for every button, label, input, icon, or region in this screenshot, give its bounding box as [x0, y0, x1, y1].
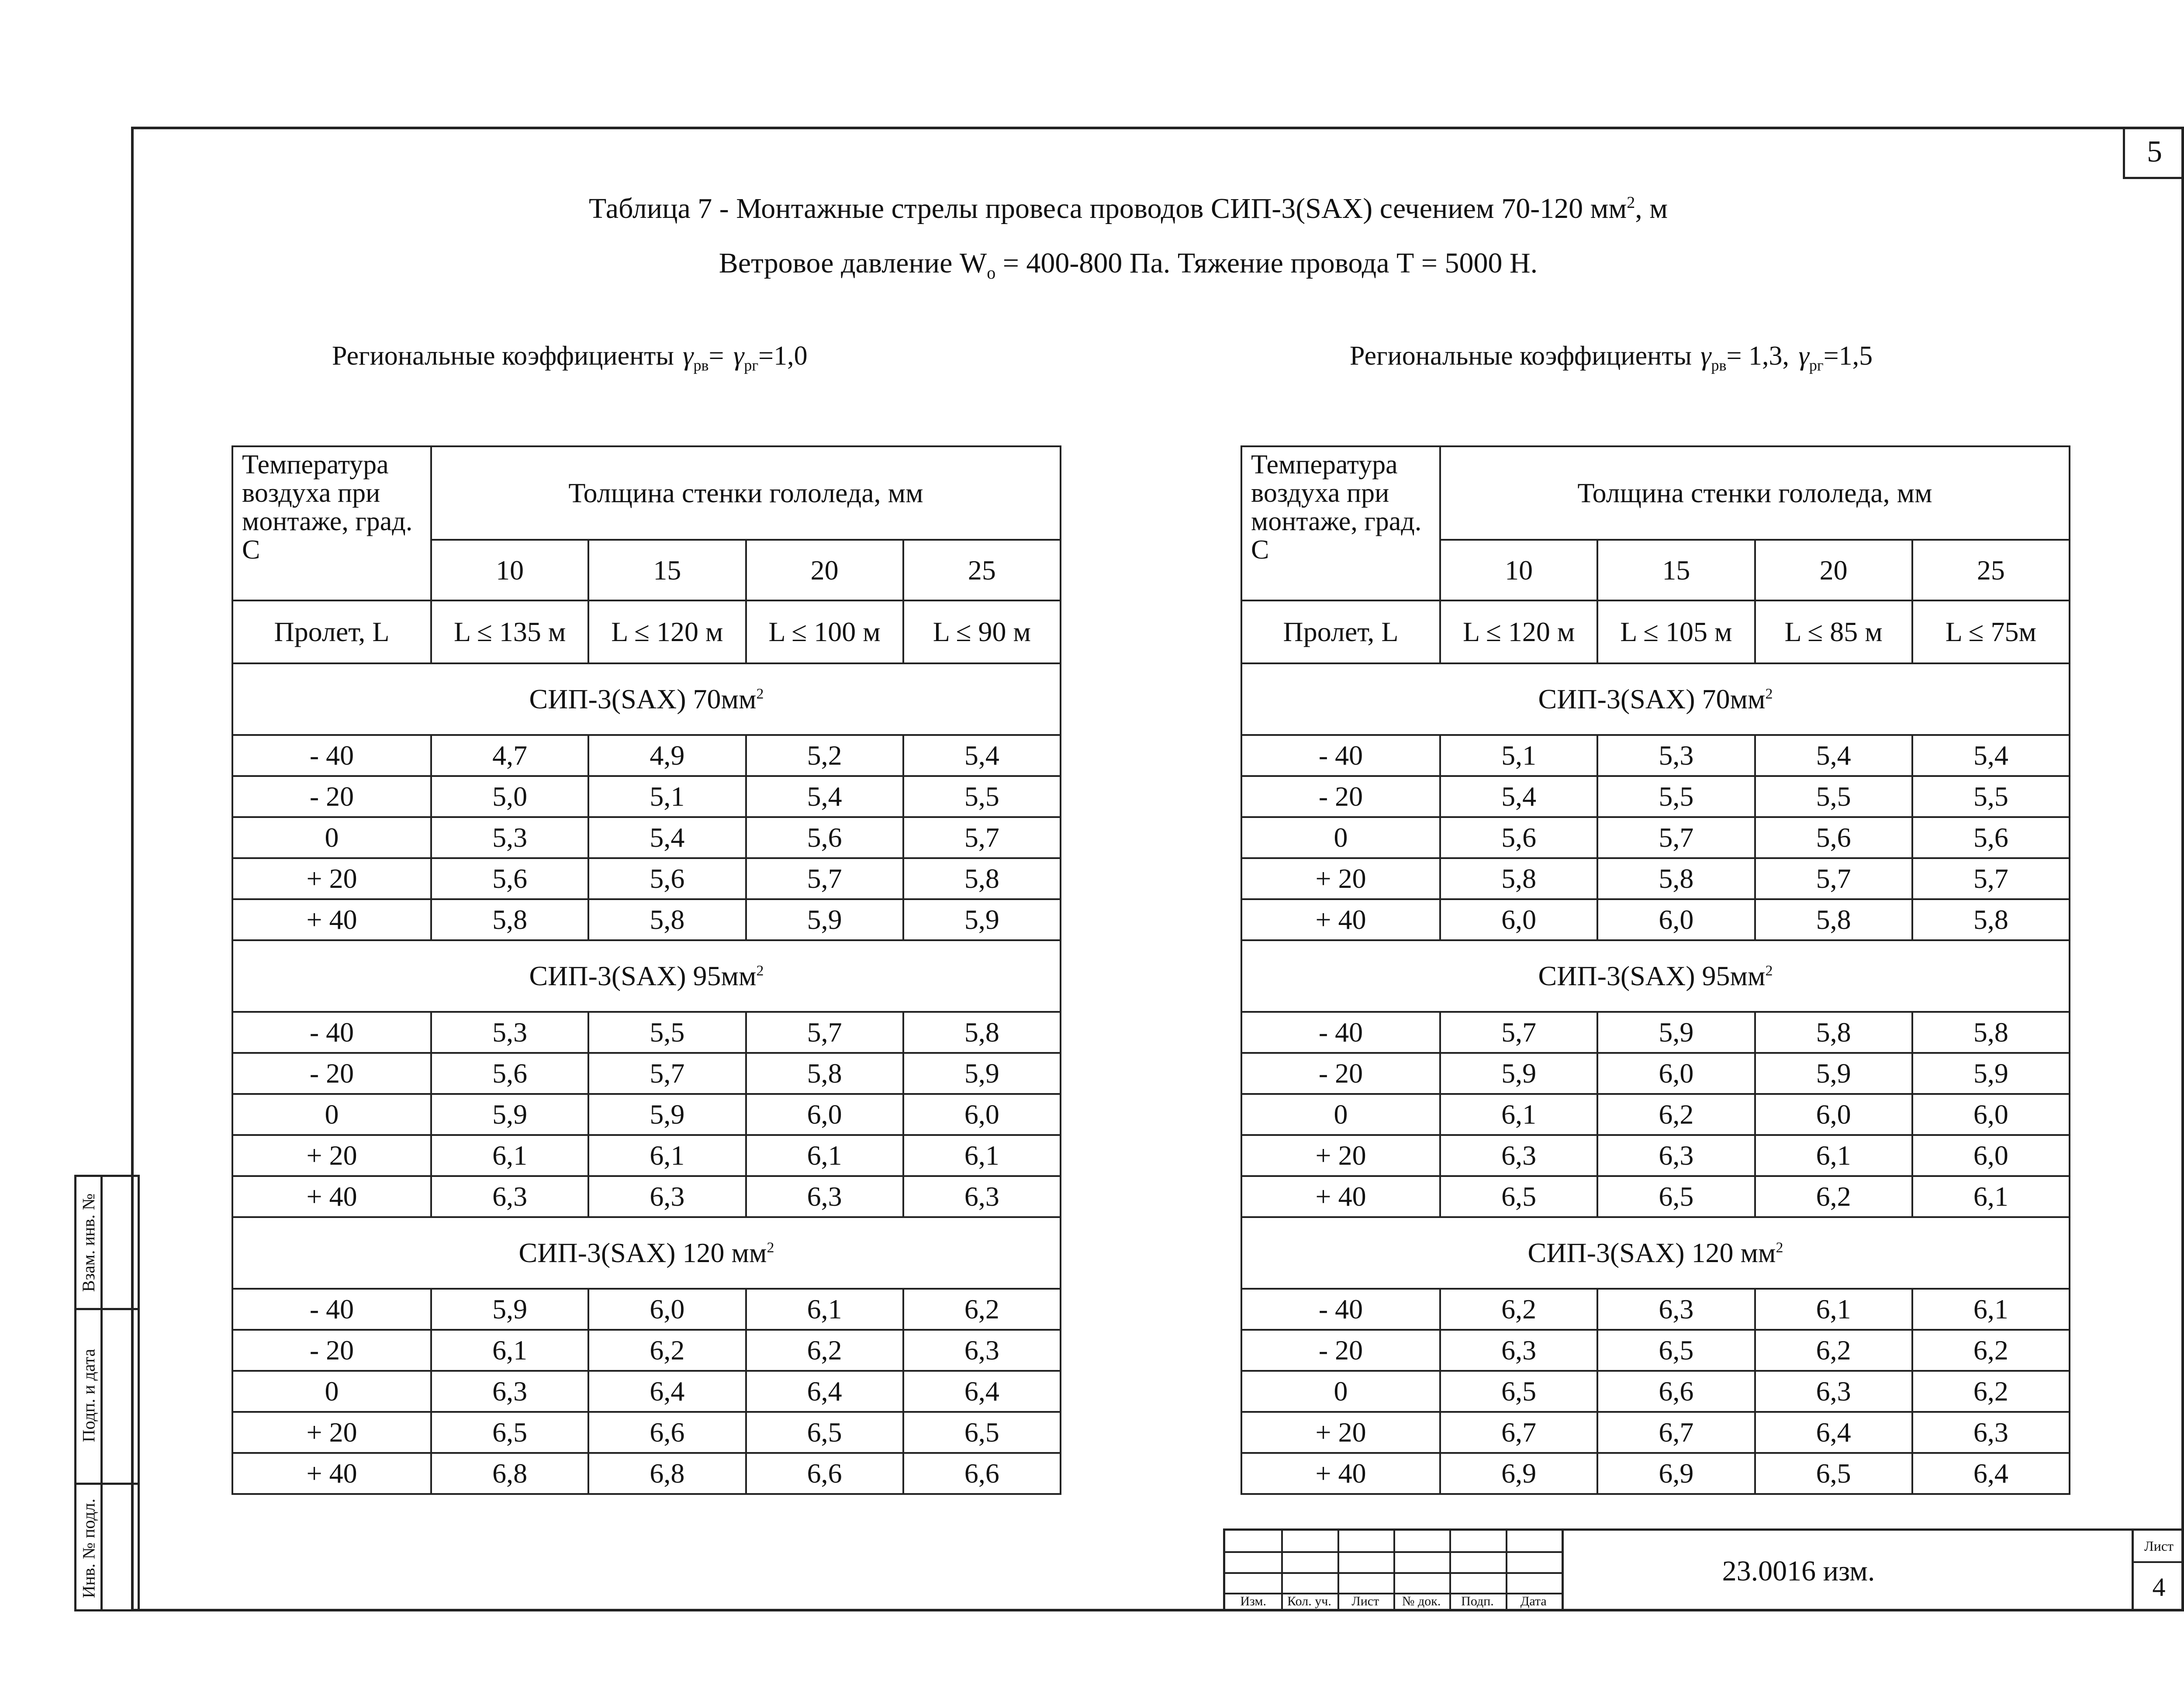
header-row [232, 446, 1061, 540]
sag-value-cell: 5,6 [1755, 817, 1912, 858]
sag-value-cell: 6,5 [1597, 1176, 1755, 1217]
original-inv-label: Инв. № подл. [79, 1498, 99, 1598]
sag-value-cell: 6,5 [1597, 1330, 1755, 1371]
temperature-cell: - 40 [232, 1289, 431, 1330]
sag-value-cell: 5,6 [1440, 817, 1597, 858]
table-row [1241, 899, 2070, 940]
sheet-number: 4 [2152, 1573, 2166, 1601]
sag-value-cell: 5,8 [1597, 858, 1755, 899]
gamma-sub: рв [693, 356, 709, 374]
table-row [232, 1135, 1061, 1176]
table-row [1241, 858, 2070, 899]
sag-value-cell: 5,9 [746, 899, 903, 940]
header-row [1241, 446, 2070, 540]
section-sup: 2 [1776, 1240, 1783, 1256]
left-coefficients [332, 341, 808, 374]
temperature-cell: 0 [1241, 1094, 1440, 1135]
sag-value-cell: 6,3 [1755, 1371, 1912, 1412]
temperature-cell: - 40 [232, 1012, 431, 1053]
temperature-cell: - 20 [1241, 1053, 1440, 1094]
left-sag-table [232, 445, 1061, 1495]
sag-value-cell: 6,4 [1912, 1453, 2070, 1494]
sag-value-cell: 5,5 [588, 1012, 746, 1053]
table-row [1241, 776, 2070, 817]
sag-value-cell: 6,0 [1597, 899, 1755, 940]
sag-value-cell: 6,6 [588, 1412, 746, 1453]
table-row [1241, 1289, 2070, 1330]
stamp-column-label: Дата [1520, 1594, 1547, 1608]
span-value: L ≤ 85 м [1755, 600, 1912, 663]
sag-value-cell: 5,8 [903, 1012, 1061, 1053]
gamma-symbol: γ [1798, 341, 1809, 371]
section-sup: 2 [767, 1240, 774, 1256]
temperature-cell: 0 [232, 1371, 431, 1412]
sag-value-cell: 6,2 [903, 1289, 1061, 1330]
title-block [1223, 1528, 2184, 1611]
sag-value-cell: 6,4 [903, 1371, 1061, 1412]
sag-value-cell: 5,9 [588, 1094, 746, 1135]
temperature-cell: + 40 [232, 899, 431, 940]
page-number: 5 [2123, 127, 2184, 179]
table-row [232, 1176, 1061, 1217]
sag-value-cell: 5,5 [903, 776, 1061, 817]
span-label: Пролет, L [1241, 600, 1440, 663]
sag-value-cell: 5,9 [903, 899, 1061, 940]
title-sup: 2 [1627, 193, 1635, 212]
sag-value-cell: 5,7 [746, 858, 903, 899]
table-row [232, 817, 1061, 858]
sag-value-cell: 5,8 [1755, 899, 1912, 940]
section-title [232, 940, 1061, 1012]
wind-text-b: = 400-800 Па. Тяжение провода Т = 5000 Н. [995, 247, 1538, 279]
sag-value-cell: 6,4 [1755, 1412, 1912, 1453]
section-row [232, 1217, 1061, 1289]
sag-value-cell: 5,7 [1755, 858, 1912, 899]
table-row [1241, 1135, 2070, 1176]
temperature-cell: + 20 [1241, 858, 1440, 899]
span-value: L ≤ 100 м [746, 600, 903, 663]
sag-value-cell: 6,0 [588, 1289, 746, 1330]
temperature-cell: + 20 [1241, 1412, 1440, 1453]
sag-value-cell: 6,3 [746, 1176, 903, 1217]
section-title [1241, 940, 2070, 1012]
sag-value-cell: 5,3 [431, 817, 588, 858]
sag-value-cell: 6,2 [1755, 1330, 1912, 1371]
sag-value-cell: 5,7 [588, 1053, 746, 1094]
sag-value-cell: 4,9 [588, 735, 746, 776]
sag-value-cell: 5,4 [1912, 735, 2070, 776]
section-sup: 2 [1765, 686, 1773, 703]
temperature-cell: - 20 [232, 776, 431, 817]
sag-value-cell: 5,9 [1597, 1012, 1755, 1053]
temperature-cell: 0 [232, 1094, 431, 1135]
sag-value-cell: 5,6 [1912, 817, 2070, 858]
table-row [232, 1412, 1061, 1453]
sag-value-cell: 6,4 [746, 1371, 903, 1412]
section-name: СИП-3(SAX) 95мм [1538, 960, 1766, 992]
temperature-cell: - 20 [232, 1053, 431, 1094]
side-approval-strip [74, 1175, 140, 1611]
ice-thickness-value: 25 [1912, 540, 2070, 600]
right-coefficients [1350, 341, 1873, 374]
table-row [232, 1289, 1061, 1330]
section-row [232, 940, 1061, 1012]
temperature-cell: + 40 [232, 1176, 431, 1217]
section-sup: 2 [756, 686, 764, 703]
sag-value-cell: 5,1 [1440, 735, 1597, 776]
span-value: L ≤ 90 м [903, 600, 1061, 663]
sag-value-cell: 5,4 [746, 776, 903, 817]
sag-value-cell: 6,5 [746, 1412, 903, 1453]
table-row [232, 1094, 1061, 1135]
temperature-cell: + 40 [1241, 1453, 1440, 1494]
table-row [1241, 1053, 2070, 1094]
table-row [1241, 1412, 2070, 1453]
temperature-cell: + 20 [1241, 1135, 1440, 1176]
stamp-column-label: Лист [1351, 1594, 1379, 1608]
ice-thickness-value: 15 [588, 540, 746, 600]
sag-value-cell: 6,8 [431, 1453, 588, 1494]
section-row [1241, 663, 2070, 735]
sag-value-cell: 5,9 [1440, 1053, 1597, 1094]
sag-value-cell: 6,2 [1912, 1371, 2070, 1412]
sheet-label: Лист [2134, 1531, 2184, 1563]
sag-value-cell: 6,2 [1912, 1330, 2070, 1371]
sag-value-cell: 5,3 [431, 1012, 588, 1053]
title-end: , м [1635, 193, 1668, 224]
sag-value-cell: 6,2 [1597, 1094, 1755, 1135]
document-code: 23.0016 изм. [1562, 1531, 2033, 1611]
section-sup: 2 [1765, 963, 1773, 980]
section-row [232, 663, 1061, 735]
table-row [1241, 735, 2070, 776]
table-row [1241, 1453, 2070, 1494]
sag-value-cell: 6,7 [1440, 1412, 1597, 1453]
sag-value-cell: 6,0 [1912, 1094, 2070, 1135]
sag-value-cell: 6,3 [588, 1176, 746, 1217]
replacement-inv-label: Взам. инв. № [79, 1193, 99, 1292]
sag-value-cell: 6,5 [903, 1412, 1061, 1453]
sag-value-cell: 5,7 [1597, 817, 1755, 858]
sag-value-cell: 5,8 [431, 899, 588, 940]
span-value: L ≤ 135 м [431, 600, 588, 663]
temperature-cell: 0 [232, 817, 431, 858]
sag-value-cell: 6,2 [588, 1330, 746, 1371]
table-title [0, 192, 2184, 225]
gamma-sub: рв [1711, 356, 1727, 374]
ice-thickness-value: 15 [1597, 540, 1755, 600]
sag-value-cell: 6,0 [1912, 1135, 2070, 1176]
sag-value-cell: 6,3 [1597, 1289, 1755, 1330]
gamma-sub: рг [744, 356, 759, 374]
temperature-cell: 0 [1241, 817, 1440, 858]
sag-value-cell: 5,6 [746, 817, 903, 858]
span-row [232, 600, 1061, 663]
temperature-cell: - 40 [232, 735, 431, 776]
sag-value-cell: 6,5 [1440, 1371, 1597, 1412]
section-row [1241, 940, 2070, 1012]
sag-value-cell: 6,3 [431, 1176, 588, 1217]
table-row [232, 1012, 1061, 1053]
sag-value-cell: 5,9 [431, 1289, 588, 1330]
temperature-header: Температура воздуха при монтаже, град. С [1241, 446, 1440, 600]
sag-value-cell: 6,1 [431, 1135, 588, 1176]
sag-value-cell: 6,1 [431, 1330, 588, 1371]
sag-value-cell: 5,5 [1597, 776, 1755, 817]
wind-text-a: Ветровое давление W [719, 247, 987, 279]
temperature-cell: - 20 [232, 1330, 431, 1371]
table-row [1241, 1176, 2070, 1217]
temperature-header: Температура воздуха при монтаже, град. С [232, 446, 431, 600]
sag-value-cell: 6,8 [588, 1453, 746, 1494]
ice-thickness-value: 25 [903, 540, 1061, 600]
sag-value-cell: 6,9 [1440, 1453, 1597, 1494]
right-sag-table [1241, 445, 2070, 1495]
temperature-cell: - 40 [1241, 1012, 1440, 1053]
sag-value-cell: 6,5 [431, 1412, 588, 1453]
sag-value-cell: 5,9 [1912, 1053, 2070, 1094]
section-name: СИП-3(SAX) 70мм [1538, 683, 1766, 715]
temperature-cell: - 40 [1241, 1289, 1440, 1330]
table-row [232, 1330, 1061, 1371]
temperature-cell: + 20 [232, 858, 431, 899]
sag-value-cell: 6,1 [1440, 1094, 1597, 1135]
sag-value-cell: 6,3 [431, 1371, 588, 1412]
span-value: L ≤ 120 м [588, 600, 746, 663]
table-row [232, 899, 1061, 940]
span-row [1241, 600, 2070, 663]
sag-value-cell: 6,2 [1440, 1289, 1597, 1330]
temperature-cell: - 40 [1241, 735, 1440, 776]
sag-value-cell: 5,6 [431, 1053, 588, 1094]
sag-value-cell: 5,8 [1912, 1012, 2070, 1053]
span-value: L ≤ 120 м [1440, 600, 1597, 663]
table-row [1241, 817, 2070, 858]
sag-value-cell: 5,3 [1597, 735, 1755, 776]
section-title [1241, 663, 2070, 735]
sag-value-cell: 6,3 [1440, 1135, 1597, 1176]
sag-value-cell: 6,0 [1597, 1053, 1755, 1094]
temperature-cell: 0 [1241, 1371, 1440, 1412]
sag-value-cell: 4,7 [431, 735, 588, 776]
table-row [1241, 1012, 2070, 1053]
sag-value-cell: 6,3 [903, 1330, 1061, 1371]
sag-value-cell: 6,0 [1755, 1094, 1912, 1135]
sag-value-cell: 5,1 [588, 776, 746, 817]
table-row [1241, 1094, 2070, 1135]
sag-value-cell: 5,5 [1755, 776, 1912, 817]
sag-value-cell: 5,6 [431, 858, 588, 899]
stamp-column-label: № док. [1402, 1594, 1441, 1608]
ice-thickness-value: 10 [431, 540, 588, 600]
ice-thickness-value: 20 [1755, 540, 1912, 600]
wind-pressure-line [0, 247, 2184, 283]
sag-value-cell: 6,2 [1755, 1176, 1912, 1217]
sag-value-cell: 5,6 [588, 858, 746, 899]
sag-value-cell: 5,7 [1440, 1012, 1597, 1053]
sag-value-cell: 6,4 [588, 1371, 746, 1412]
sheet-box [2132, 1531, 2184, 1611]
sag-value-cell: 6,0 [1440, 899, 1597, 940]
sag-value-cell: 5,8 [588, 899, 746, 940]
coef-eq: = 1,3, [1726, 341, 1796, 371]
coef-label: Региональные коэффициенты [332, 341, 674, 371]
sag-value-cell: 6,9 [1597, 1453, 1755, 1494]
sag-value-cell: 6,3 [903, 1176, 1061, 1217]
sag-value-cell: 5,4 [1755, 735, 1912, 776]
gamma-symbol: γ [1700, 341, 1711, 371]
sag-value-cell: 6,0 [746, 1094, 903, 1135]
sag-value-cell: 6,5 [1755, 1453, 1912, 1494]
sag-value-cell: 6,7 [1597, 1412, 1755, 1453]
sag-value-cell: 5,2 [746, 735, 903, 776]
span-value: L ≤ 75м [1912, 600, 2070, 663]
sag-value-cell: 5,8 [1755, 1012, 1912, 1053]
section-name: СИП-3(SAX) 120 мм [1527, 1237, 1776, 1269]
table-row [232, 776, 1061, 817]
table-row [1241, 1371, 2070, 1412]
sag-value-cell: 6,1 [746, 1135, 903, 1176]
sag-value-cell: 6,1 [746, 1289, 903, 1330]
gamma-symbol: γ [733, 341, 744, 371]
ice-thickness-value: 10 [1440, 540, 1597, 600]
coef-eq: = [708, 341, 731, 371]
sag-value-cell: 6,1 [588, 1135, 746, 1176]
stamp-column-label: Подп. [1461, 1594, 1494, 1608]
sag-value-cell: 6,1 [1912, 1289, 2070, 1330]
sag-value-cell: 6,1 [903, 1135, 1061, 1176]
table-row [1241, 1330, 2070, 1371]
sag-value-cell: 6,6 [1597, 1371, 1755, 1412]
table-row [232, 1371, 1061, 1412]
table-row [232, 735, 1061, 776]
sag-value-cell: 5,0 [431, 776, 588, 817]
section-name: СИП-3(SAX) 70мм [529, 683, 757, 715]
sag-value-cell: 5,8 [746, 1053, 903, 1094]
section-sup: 2 [756, 963, 764, 980]
sag-value-cell: 5,4 [1440, 776, 1597, 817]
sag-value-cell: 6,3 [1440, 1330, 1597, 1371]
sag-value-cell: 5,9 [1755, 1053, 1912, 1094]
temperature-cell: + 40 [232, 1453, 431, 1494]
sag-value-cell: 6,3 [1912, 1412, 2070, 1453]
section-name: СИП-3(SAX) 95мм [529, 960, 757, 992]
sag-value-cell: 5,4 [903, 735, 1061, 776]
section-row [1241, 1217, 2070, 1289]
temperature-cell: + 40 [1241, 1176, 1440, 1217]
temperature-cell: - 20 [1241, 776, 1440, 817]
coef-eq: =1,5 [1823, 341, 1873, 371]
sag-value-cell: 6,6 [903, 1453, 1061, 1494]
sag-value-cell: 6,1 [1755, 1289, 1912, 1330]
section-title [232, 1217, 1061, 1289]
section-title [232, 663, 1061, 735]
sag-value-cell: 6,1 [1755, 1135, 1912, 1176]
sag-value-cell: 5,9 [903, 1053, 1061, 1094]
sag-value-cell: 5,8 [903, 858, 1061, 899]
sag-value-cell: 6,6 [746, 1453, 903, 1494]
ice-thickness-header: Толщина стенки гололеда, мм [431, 446, 1061, 540]
sag-value-cell: 6,2 [746, 1330, 903, 1371]
ice-thickness-value: 20 [746, 540, 903, 600]
sag-value-cell: 5,5 [1912, 776, 2070, 817]
temperature-cell: - 20 [1241, 1330, 1440, 1371]
span-label: Пролет, L [232, 600, 431, 663]
table-row [232, 1053, 1061, 1094]
section-name: СИП-3(SAX) 120 мм [518, 1237, 767, 1269]
sag-value-cell: 5,8 [1912, 899, 2070, 940]
stamp-column-label: Кол. уч. [1287, 1594, 1331, 1608]
sag-value-cell: 6,1 [1912, 1176, 2070, 1217]
gamma-symbol: γ [683, 341, 694, 371]
sag-value-cell: 6,5 [1440, 1176, 1597, 1217]
wind-sub: o [987, 263, 996, 283]
gamma-sub: рг [1809, 356, 1824, 374]
sag-value-cell: 5,9 [431, 1094, 588, 1135]
sag-value-cell: 5,7 [746, 1012, 903, 1053]
sag-value-cell: 6,0 [903, 1094, 1061, 1135]
stamp-column-label: Изм. [1240, 1594, 1266, 1608]
table-row [232, 1453, 1061, 1494]
sag-value-cell: 5,7 [1912, 858, 2070, 899]
temperature-cell: + 20 [232, 1412, 431, 1453]
title-text: Таблица 7 - Монтажные стрелы провеса проводов СИП-3(SAX) сечением 70-120 мм [589, 193, 1627, 224]
sag-value-cell: 6,3 [1597, 1135, 1755, 1176]
temperature-cell: + 40 [1241, 899, 1440, 940]
coef-eq: =1,0 [758, 341, 808, 371]
coef-label: Региональные коэффициенты [1350, 341, 1692, 371]
signature-date-label: Подп. и дата [79, 1349, 99, 1442]
section-title [1241, 1217, 2070, 1289]
table-row [232, 858, 1061, 899]
ice-thickness-header: Толщина стенки гололеда, мм [1440, 446, 2070, 540]
sag-value-cell: 5,4 [588, 817, 746, 858]
span-value: L ≤ 105 м [1597, 600, 1755, 663]
sag-value-cell: 5,7 [903, 817, 1061, 858]
temperature-cell: + 20 [232, 1135, 431, 1176]
sag-value-cell: 5,8 [1440, 858, 1597, 899]
